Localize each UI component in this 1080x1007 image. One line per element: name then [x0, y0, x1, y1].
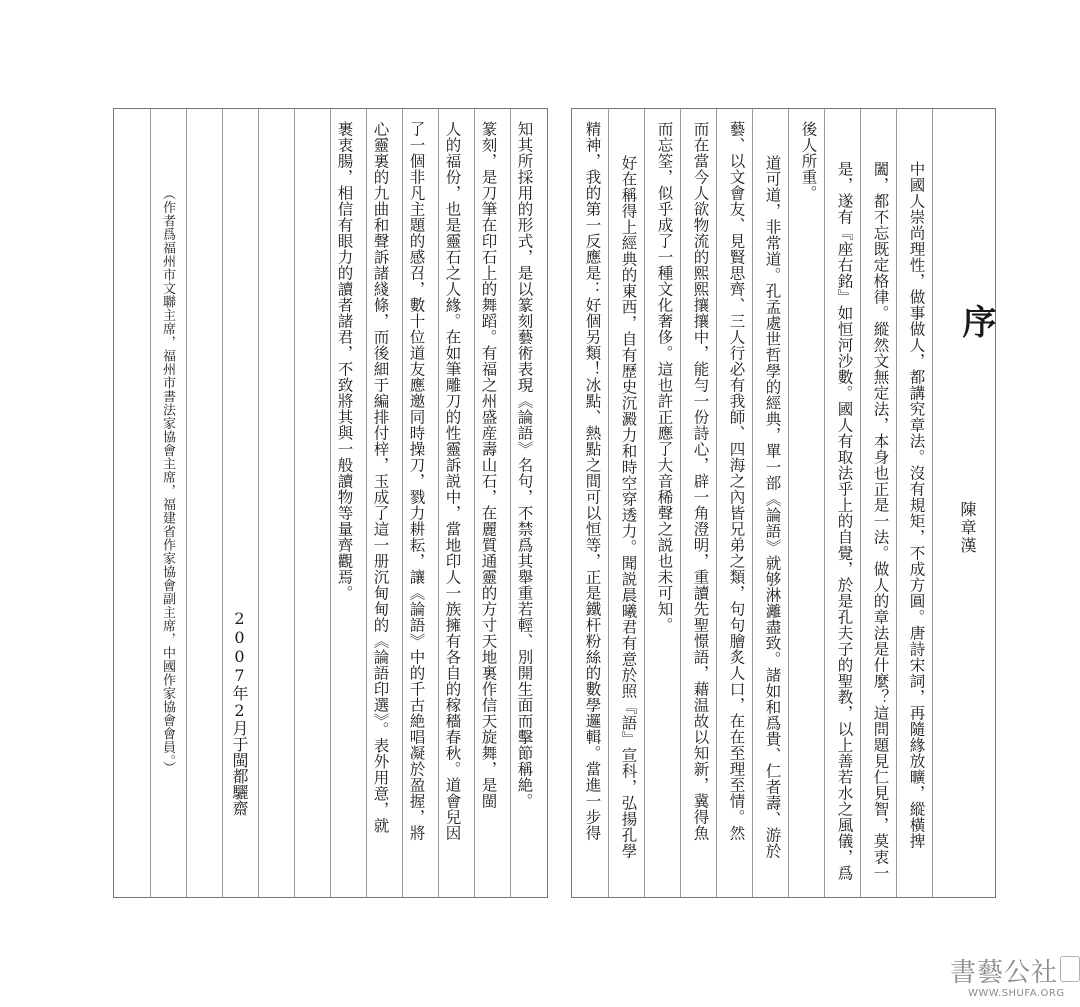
column-rule: [896, 109, 897, 897]
column-rule: [150, 109, 151, 897]
column-rule: [608, 109, 609, 897]
column-rule: [788, 109, 789, 897]
preface-title: 序: [956, 304, 996, 340]
text-column: 而在當今人欲物流的熙熙攘攘中，能勻一份詩心，辟一角澄明，重讀先聖憬語，藉温故以知新，冀得魚: [691, 121, 710, 841]
text-column: 是，遂有『座右銘』如恒河沙數。國人有取法乎上的自覺，於是孔夫子的聖教，以上善若水之風儀，爲: [835, 161, 854, 881]
column-rule: [824, 109, 825, 897]
column-rule: [366, 109, 367, 897]
text-column: 心靈裏的九曲和聲訴諸綫條，而後細于編排付梓，玉成了這一册沉甸甸的《論語印選》。表外用意，就: [371, 121, 390, 834]
site-watermark: [950, 952, 1080, 1007]
column-rule: [932, 109, 933, 897]
column-rule: [294, 109, 295, 897]
text-column: 而忘筌，似乎成了一種文化奢侈。這也許正應了大音稀聲之説也未可知。: [655, 121, 674, 633]
column-rule: [186, 109, 187, 897]
column-rule: [680, 109, 681, 897]
text-column: 中國人崇尚理性，做事做人，都講究章法。沒有規矩，不成方圓。唐詩宋詞，再隨緣放曠，縱橫捭: [907, 161, 926, 849]
text-column: 藝、以文會友、見賢思齊、三人行必有我師、四海之內皆兄弟之類，句句膾炙人口，在在至理至情。然: [727, 121, 746, 841]
column-rule: [644, 109, 645, 897]
column-rule: [330, 109, 331, 897]
text-column: 道可道，非常道。孔孟處世哲學的經典，單一部《論語》就够淋灕盡致。諸如和爲貴、仁者壽、游於: [763, 155, 782, 859]
column-rule: [438, 109, 439, 897]
preface-date: 2007年2月于閩都驪齋: [230, 609, 249, 816]
text-column: 闔，都不忘既定格律。縱然文無定法，本身也正是一法。做人的章法是什麼？這問題見仁見智，莫衷一: [871, 161, 890, 881]
column-rule: [860, 109, 861, 897]
text-column: 裹衷腸，相信有眼力的讀者諸君，不致將其與一般讀物等量齊觀焉。: [335, 121, 354, 601]
column-rule: [258, 109, 259, 897]
column-rule: [716, 109, 717, 897]
text-column: 人的福份，也是靈石之人緣。在如筆雕刀的性靈訴説中，當地印人一族擁有各自的稼穡春秋。道會兒因: [443, 121, 462, 841]
text-column: 好在稱得上經典的東西，自有歷史沉澱力和時空穿透力。聞説晨曦君有意於照『語』宣科，弘揚孔學: [619, 155, 638, 859]
text-column: 後人所重。: [799, 121, 818, 201]
text-column: 知其所採用的形式，是以篆刻藝術表現《論語》名句，不禁爲其舉重若輕、別開生面而擊節稱絶。: [515, 121, 534, 809]
seal-icon: [1060, 956, 1080, 982]
right-page: [571, 108, 996, 898]
column-rule: [222, 109, 223, 897]
author-name: 陳章漢: [958, 501, 977, 555]
column-rule: [402, 109, 403, 897]
text-column: 篆刻，是刀筆在印石上的舞蹈。有福之州盛産壽山石，在麗質通靈的方寸天地裏作信天旋舞，是閩: [479, 121, 498, 809]
author-note: （作者爲福州市文聯主席，福州市書法家協會主席，福建省作家協會副主席，中國作家協會會員。）: [160, 187, 175, 775]
column-rule: [474, 109, 475, 897]
text-column: 了一個非凡主題的感召，數十位道友應邀同時操刀，戮力耕耘，讓《論語》中的千古絶唱凝於盈握，將: [407, 121, 426, 841]
column-rule: [510, 109, 511, 897]
text-column: 精神，我的第一反應是：好個另類！冰點、熱點之間可以恒等，正是鐵杆粉絲的數學邏輯。當進一步得: [583, 121, 602, 841]
watermark-logo: 書藝公社: [950, 958, 1059, 988]
column-rule: [752, 109, 753, 897]
watermark-url: WWW.SHUFA.ORG: [968, 988, 1065, 999]
left-page: [113, 108, 548, 898]
